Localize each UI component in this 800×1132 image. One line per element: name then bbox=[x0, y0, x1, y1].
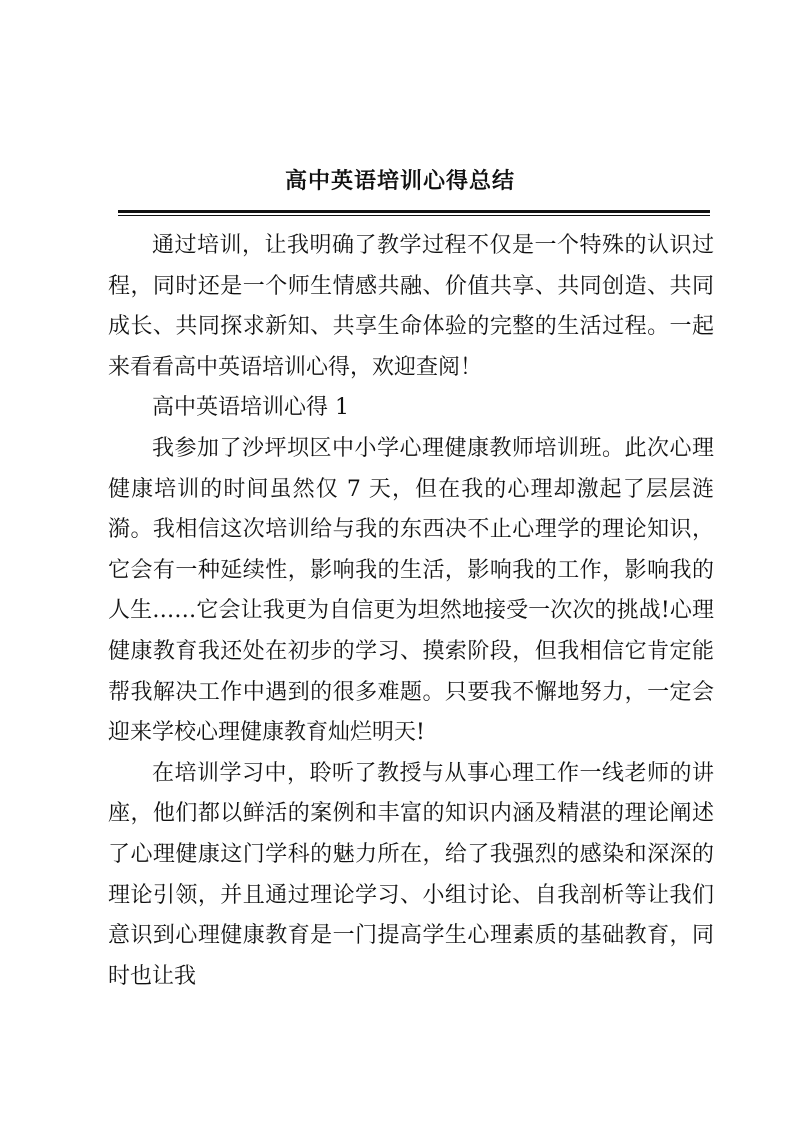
title-rule-thick bbox=[118, 210, 710, 213]
section-heading: 高中英语培训心得 1 bbox=[152, 395, 349, 421]
intro-paragraph: 通过培训，让我明确了教学过程不仅是一个特殊的认识过程，同时还是一个师生情感共融、价值共享、共同创造、共同成长、共同探求新知、共享生命体验的完整的生活过程。一起来看看高中英语培训心得，欢迎查阅！ bbox=[108, 233, 714, 380]
document-body bbox=[108, 226, 714, 997]
body-paragraph: 我参加了沙坪坝区中小学心理健康教师培训班。此次心理健康培训的时间虽然仅 7 天，但在我的心理却激起了层层涟漪。我相信这次培训给与我的东西决不止心理学的理论知识，它会有一种延续性，影响我的生活，影响我的工作，影响我的人生……它会让我更为自信更为坦然地接受一次次的挑战!心理健康教育我还处在初步的学习、摸索阶段，但我相信它肯定能帮我解决工作中遇到的很多难题。只要我不懈地努力，一定会迎来学校心理健康教育灿烂明天! bbox=[108, 435, 714, 746]
title-rule-thin bbox=[118, 215, 710, 216]
document-title: 高中英语培训心得总结 bbox=[284, 168, 515, 194]
body-paragraph: 在培训学习中，聆听了教授与从事心理工作一线老师的讲座，他们都以鲜活的案例和丰富的知识内涵及精湛的理论阐述了心理健康这门学科的魅力所在，给了我强烈的感染和深深的理论引领，并且通过理论学习、小组讨论、自我剖析等让我们意识到心理健康教育是一门提高学生心理素质的基础教育，同时也让我 bbox=[108, 760, 714, 989]
